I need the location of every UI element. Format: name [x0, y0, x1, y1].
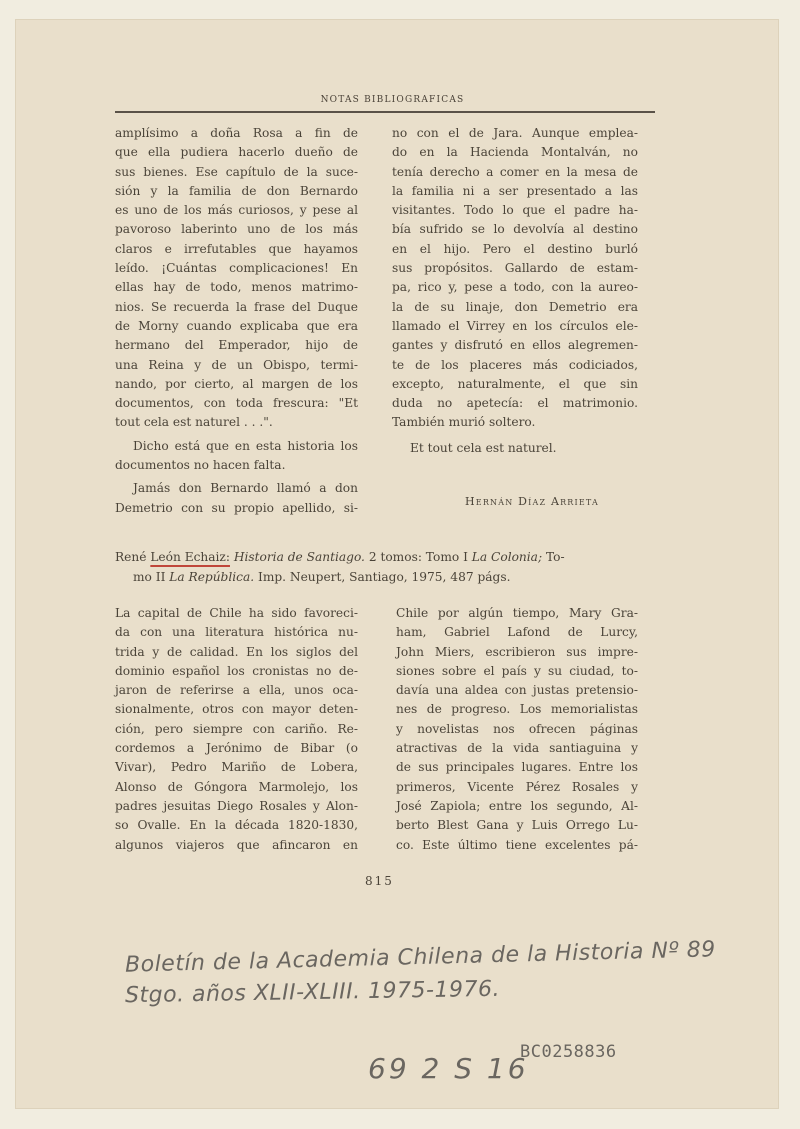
text-line: documentos no hacen falta. [115, 458, 286, 473]
text-line: Et tout cela est naturel. [410, 440, 557, 455]
bibliographic-citation [115, 547, 660, 587]
text-line: do en la Hacienda Montalván, no [392, 145, 638, 160]
text-line: davía una aldea con justas pretensio- [396, 683, 638, 698]
text-line: nes de progreso. Los memorialistas [396, 702, 638, 717]
text-line: John Miers, escribieron sus impre- [396, 644, 638, 659]
text-line: Alonso de Góngora Marmolejo, los [115, 779, 358, 794]
text-line: padres jesuitas Diego Rosales y Alon- [115, 798, 358, 813]
author-first-name: René [115, 550, 147, 564]
text-line: tenía derecho a comer en la mesa de [392, 164, 638, 179]
text-line: de Morny cuando explicaba que era [115, 318, 358, 333]
text-line: bía sufrido se lo devolvía al destino [392, 222, 638, 237]
text-line: de sus principales lugares. Entre los [396, 760, 638, 775]
review-signature: Hernán Díaz Arrieta [465, 495, 600, 508]
text-line: hermano del Emperador, hijo de [115, 338, 358, 353]
tomo-part: To- [545, 550, 565, 564]
volumes-info: 2 tomos: Tomo I [368, 550, 468, 564]
text-line: la de su linaje, don Demetrio era [392, 299, 638, 314]
text-line: sus propósitos. Gallardo de estam- [392, 261, 638, 276]
text-line: Vivar), Pedro Mariño de Lobera, [115, 760, 358, 775]
text-line: pa, rico y, pese a todo, con la aureo- [392, 280, 638, 295]
text-line: so Ovalle. En la década 1820-1830, [115, 818, 358, 833]
text-line: gantes y disfrutó en ellos alegremen- [392, 338, 638, 353]
text-line: tout cela est naturel . . .". [115, 415, 273, 430]
text-line: cordemos a Jerónimo de Bibar (o [115, 741, 358, 756]
text-line: la familia ni a ser presentado a las [392, 183, 638, 198]
text-line: una Reina y de un Obispo, termi- [115, 357, 358, 372]
text-line: sión y la familia de don Bernardo [115, 183, 358, 198]
text-line: Dicho está que en esta historia los [133, 438, 358, 453]
text-line: que ella pudiera hacerlo dueño de [115, 145, 358, 160]
publisher-info: Imp. Neupert, Santiago, 1975, 487 págs. [258, 570, 511, 584]
text-line: pavoroso laberinto uno de los más [115, 222, 358, 237]
volume2-prefix: mo II [133, 570, 166, 584]
text-line: ellas hay de todo, menos matrimo- [115, 280, 358, 295]
handwritten-note-line1: Boletín de la Academia Chilena de la Historia Nº 89 [124, 937, 717, 978]
review2-left-column [115, 604, 358, 855]
text-line: co. Este último tiene excelentes pá- [396, 837, 638, 852]
stamp-code: BC0258836 [520, 1042, 617, 1062]
text-line: y novelistas nos ofrecen páginas [396, 721, 638, 736]
text-line: dominio español los cronistas no de- [115, 663, 358, 678]
text-line: Jamás don Bernardo llamó a don [133, 481, 358, 496]
text-line: claros e irrefutables que hayamos [115, 241, 358, 256]
volume2-title: La República. [169, 570, 255, 584]
text-line: Demetrio con su propio apellido, si- [115, 500, 358, 515]
text-line: nios. Se recuerda la frase del Duque [115, 299, 358, 314]
text-line: trida y de calidad. En los siglos del [115, 644, 358, 659]
text-line: llamado el Virrey en los círculos ele- [392, 318, 638, 333]
author-last-name: León Echaiz: [150, 550, 230, 564]
text-line: La capital de Chile ha sido favoreci- [115, 606, 358, 620]
text-line: algunos viajeros que afincaron en [115, 837, 358, 852]
running-header: NOTAS BIBLIOGRAFICAS [320, 95, 465, 105]
text-line: documentos, con toda frescura: "Et [115, 396, 358, 411]
book-title: Historia de Santiago. [233, 550, 365, 564]
text-line: siones sobre el país y su ciudad, to- [396, 663, 638, 678]
text-line: nando, por cierto, al margen de los [115, 376, 358, 391]
text-line: También murió soltero. [392, 415, 536, 430]
handwritten-note-line2: Stgo. años XLII-XLIII. 1975-1976. [124, 976, 501, 1009]
review2-right-column [396, 604, 638, 855]
review1-left-column [115, 124, 358, 518]
text-line: da con una literatura histórica nu- [115, 625, 358, 640]
page-number: 815 [365, 874, 394, 888]
handwritten-code: 69 2 S 16 [368, 1052, 529, 1085]
header-rule [115, 111, 655, 113]
text-line: ham, Gabriel Lafond de Lurcy, [396, 625, 638, 640]
text-line: en el hijo. Pero el destino burló [392, 241, 638, 256]
text-line: te de los placeres más codiciados, [392, 357, 638, 372]
text-line: jaron de referirse a ella, unos oca- [115, 683, 358, 698]
text-line: berto Blest Gana y Luis Orrego Lu- [396, 818, 638, 833]
text-line: atractivas de la vida santiaguina y [396, 741, 638, 756]
text-line: ción, pero siempre con cariño. Re- [115, 721, 358, 736]
text-line: primeros, Vicente Pérez Rosales y [396, 779, 638, 794]
text-line: excepto, naturalmente, el que sin [392, 376, 638, 391]
volume1-title: La Colonia; [471, 550, 543, 564]
review1-right-column [392, 124, 638, 458]
text-line: sus bienes. Ese capítulo de la suce- [115, 164, 358, 179]
text-line: amplísimo a doña Rosa a fin de [115, 126, 358, 140]
text-line: José Zapiola; entre los segundo, Al- [396, 798, 638, 813]
text-line: visitantes. Todo lo que el padre ha- [392, 203, 638, 218]
text-line: leído. ¡Cuántas complicaciones! En [115, 261, 358, 276]
text-line: sionalmente, otros con mayor deten- [115, 702, 358, 717]
text-line: no con el de Jara. Aunque emplea- [392, 126, 638, 140]
text-line: duda no apetecía: el matrimonio. [392, 396, 638, 411]
text-line: es uno de los más curiosos, y pese al [115, 203, 358, 218]
text-line: Chile por algún tiempo, Mary Gra- [396, 606, 638, 620]
